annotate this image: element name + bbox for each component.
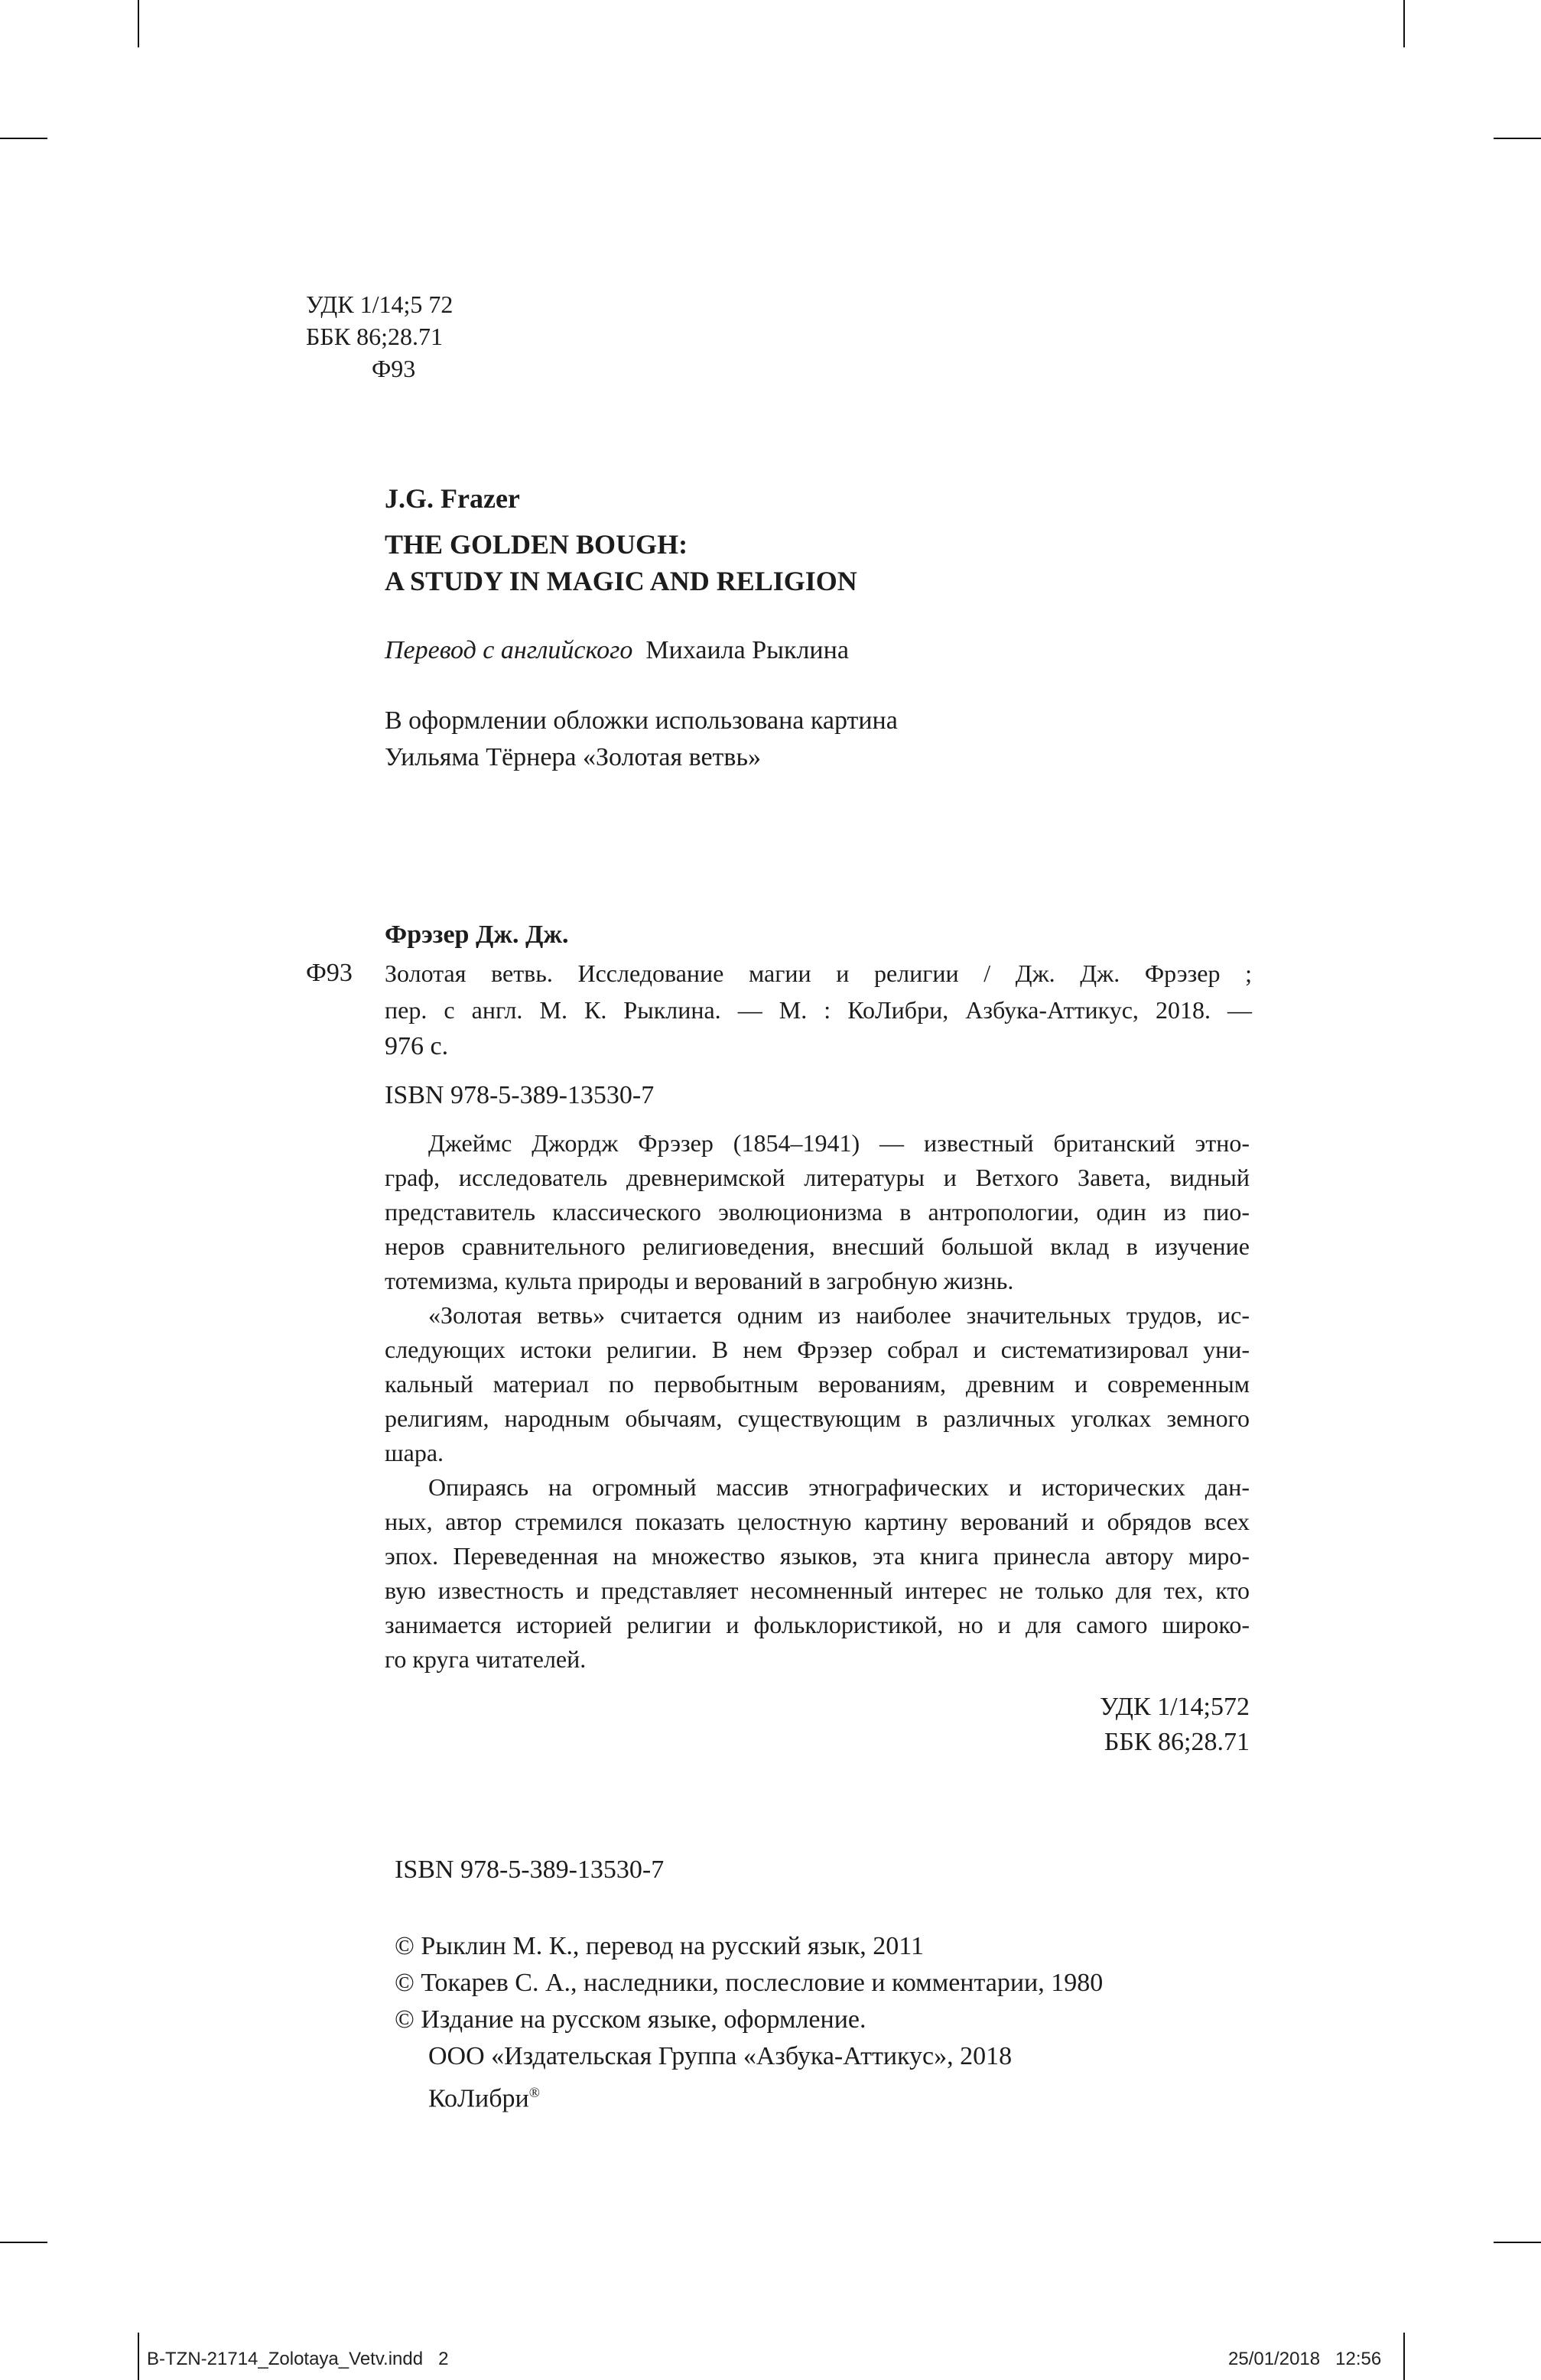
- crop-mark-left-bottom: [0, 2242, 47, 2243]
- footer-isbn: ISBN 978-5-389-13530-7: [395, 1856, 665, 1884]
- crop-mark-top-left: [138, 0, 139, 47]
- abstract-p2-line-5: шара.: [385, 1439, 444, 1466]
- crop-mark-right-bottom: [1494, 2242, 1541, 2243]
- abstract-p3-line-1: Опираясь на огромный массив этнографических и исторических дан-: [428, 1473, 1250, 1501]
- abstract-p3-line-4: вую известность и представляет несомненный интерес не только для тех, кто: [385, 1576, 1250, 1604]
- classification-bbk: ББК 86;28.71: [306, 323, 443, 350]
- classification-udk: УДК 1/14;5 72: [306, 291, 454, 318]
- abstract-p1-line-3: представитель классического эволюционизма в антропологии, один из пио-: [385, 1198, 1250, 1226]
- translation-label: Перевод с английского: [385, 636, 633, 664]
- crop-mark-right-top: [1494, 138, 1541, 139]
- abstract-p3-line-6: го круга читателей.: [385, 1645, 587, 1673]
- abstract-p2-line-4: религиям, народным обычаям, существующим в различных уголках земного: [385, 1404, 1250, 1432]
- slug-date-time: 25/01/2018 12:56: [1228, 2349, 1382, 2369]
- abstract-p1-line-5: тотемизма, культа природы и верований в загробную жизнь.: [385, 1267, 1014, 1294]
- author-ru: Фрэзер Дж. Дж.: [385, 921, 569, 949]
- abstract-p1-line-4: неров сравнительного религиоведения, внесший большой вклад в изучение: [385, 1232, 1250, 1260]
- imprint-name: КоЛибри: [428, 2084, 529, 2113]
- abstract-p3-line-5: занимается историей религии и фольклористикой, но и для самого широко-: [385, 1611, 1250, 1638]
- abstract-p2-line-3: кальный материал по первобытным верованиям, древним и современным: [385, 1370, 1250, 1398]
- publisher-line: ООО «Издательская Группа «Азбука-Аттикус», 2018: [428, 2042, 1013, 2070]
- indices-bbk: ББК 86;28.71: [1104, 1728, 1250, 1756]
- abstract-p3-line-3: эпох. Переведенная на множество языков, эта книга принесла автору миро-: [385, 1542, 1250, 1570]
- classification-code: Ф93: [372, 355, 416, 382]
- title-line-2: A STUDY IN MAGIC AND RELIGION: [385, 566, 857, 596]
- author-en: J.G. Frazer: [385, 483, 520, 514]
- copyright-edition: © Издание на русском языке, оформление.: [395, 2005, 866, 2034]
- title-line-1: THE GOLDEN BOUGH:: [385, 529, 688, 560]
- crop-mark-top-right: [1403, 0, 1405, 47]
- copyright-afterword: © Токарев С. А., наследники, послесловие и комментарии, 1980: [395, 1969, 1104, 1997]
- crop-mark-left-top: [0, 138, 47, 139]
- bibliographic-line-2: пер. с англ. М. К. Рыклина. — М. : КоЛибри, Азбука-Аттикус, 2018. —: [385, 996, 1252, 1024]
- indices-udk: УДК 1/14;572: [1100, 1693, 1250, 1721]
- abstract-p2-line-1: «Золотая ветвь» считается одним из наиболее значительных трудов, ис-: [428, 1301, 1250, 1329]
- cover-note-line-1: В оформлении обложки использована картина: [385, 706, 898, 735]
- bibliographic-line-3: 976 с.: [385, 1032, 449, 1060]
- translator-name: Михаила Рыклина: [645, 636, 849, 664]
- bibliographic-code: Ф93: [306, 959, 353, 987]
- slug-file-name: B-TZN-21714_Zolotaya_Vetv.indd 2: [147, 2349, 449, 2369]
- imprint-line: [428, 2077, 540, 2115]
- copyright-translation: © Рыклин М. К., перевод на русский язык, 2011: [395, 1932, 924, 1960]
- cover-note-line-2: Уильяма Тёрнера «Золотая ветвь»: [385, 743, 761, 771]
- bibliographic-isbn: ISBN 978-5-389-13530-7: [385, 1081, 655, 1109]
- crop-mark-bottom-right: [1403, 2333, 1405, 2380]
- translation-line: [385, 635, 849, 667]
- crop-mark-bottom-left: [138, 2333, 139, 2380]
- bibliographic-line-1: Золотая ветвь. Исследование магии и религии / Дж. Дж. Фрэзер ;: [385, 959, 1252, 987]
- abstract-p2-line-2: следующих истоки религии. В нем Фрэзер собрал и систематизировал уни-: [385, 1336, 1250, 1363]
- abstract-p1-line-2: граф, исследователь древнеримской литературы и Ветхого Завета, видный: [385, 1164, 1250, 1191]
- abstract-p1-line-1: Джеймс Джордж Фрэзер (1854–1941) — известный британский этно-: [428, 1129, 1250, 1157]
- abstract-p3-line-2: ных, автор стремился показать целостную картину верований и обрядов всех: [385, 1508, 1250, 1535]
- registered-mark: ®: [528, 2085, 540, 2101]
